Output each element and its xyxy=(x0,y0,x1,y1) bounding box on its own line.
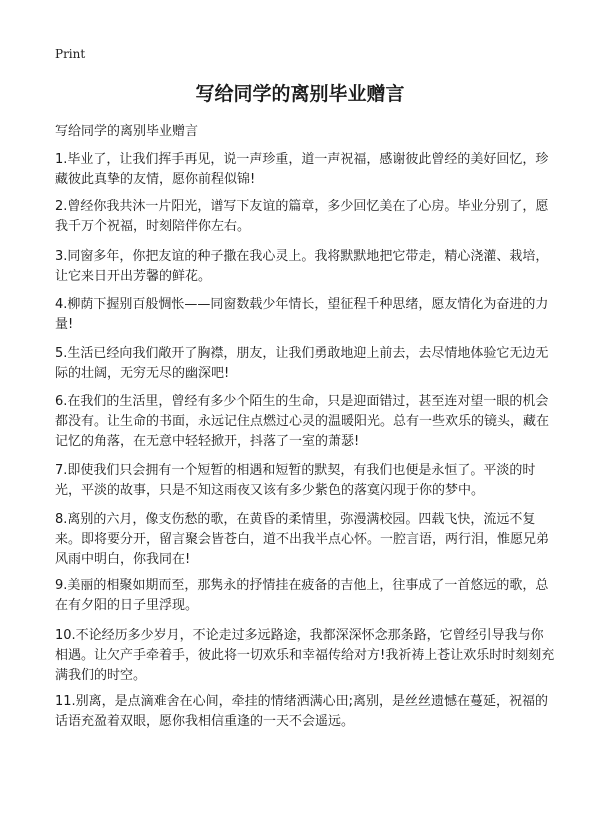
paragraph-10: 10.不论经历多少岁月，不论走过多远路途，我都深深怀念那条路，它曾经引导我与你相遇。让欠产手牵着手，彼此将一切欢乐和幸福传给对方!我祈祷上苍让欢乐时时刻刻充满我们的时空。 xyxy=(55,628,555,683)
paragraph-7: 7.即使我们只会拥有一个短暂的相遇和短暂的默契，有我们也便是永恒了。平淡的时光，平淡的故事，只是不知这雨夜又该有多少紫色的落寞闪现于你的梦中。 xyxy=(55,463,536,498)
print-link[interactable]: Print xyxy=(55,47,86,61)
paragraph-3: 3.同窗多年，你把友谊的种子撒在我心灵上。我将默默地把它带走，精心浇灌、栽培，让它来日开出芳馨的鲜花。 xyxy=(55,249,549,284)
paragraph-2: 2.曾经你我共沐一片阳光，谱写下友谊的篇章，多少回忆美在了心房。毕业分别了，愿我千万个祝福，时刻陪伴你左右。 xyxy=(55,199,549,234)
paragraph-4: 4.柳荫下握别百般惆怅——同窗数载少年情长，望征程千种思绪，愿友情化为奋进的力量! xyxy=(55,297,549,332)
paragraph-6: 6.在我们的生活里，曾经有多少个陌生的生命，只是迎面错过，甚至连对望一眼的机会都没有。让生命的书面，永远记住点燃过心灵的温暖阳光。总有一些欢乐的镜头，藏在记忆的角落，在无意中轻轻掀开，抖落了一室的萧瑟! xyxy=(55,394,550,449)
page-title: 写给同学的离别毕业赠言 xyxy=(195,83,405,105)
paragraph-1: 1.毕业了，让我们挥手再见，说一声珍重，道一声祝福，感谢彼此曾经的美好回忆，珍藏彼此真挚的友情，愿你前程似锦! xyxy=(55,152,549,187)
subtitle: 写给同学的离别毕业赠言 xyxy=(55,124,199,139)
paragraph-9: 9.美丽的相聚如期而至，那隽永的抒情挂在疲备的吉他上，往事成了一首悠远的歌，总在有夕阳的日子里浮现。 xyxy=(55,578,549,613)
paragraph-11: 11.别离，是点滴难舍在心间，牵挂的情绪洒满心田;离别，是丝丝遗憾在蔓延，祝福的话语充盈着双眼，愿你我相信重逢的一天不会遥远。 xyxy=(55,694,549,729)
paragraph-8: 8.离别的六月，像支伤愁的歌，在黄昏的柔情里，弥漫满校园。四载飞快，流远不复来。即将要分开，留言聚会皆苍白，道不出我半点心怀。一腔言语，两行泪，惟愿兄弟风雨中明白，你我同在! xyxy=(55,512,550,567)
paragraph-5: 5.生活已经向我们敞开了胸襟，朋友，让我们勇敢地迎上前去，去尽情地体验它无边无际的壮阔，无穷无尽的幽深吧! xyxy=(55,346,549,381)
